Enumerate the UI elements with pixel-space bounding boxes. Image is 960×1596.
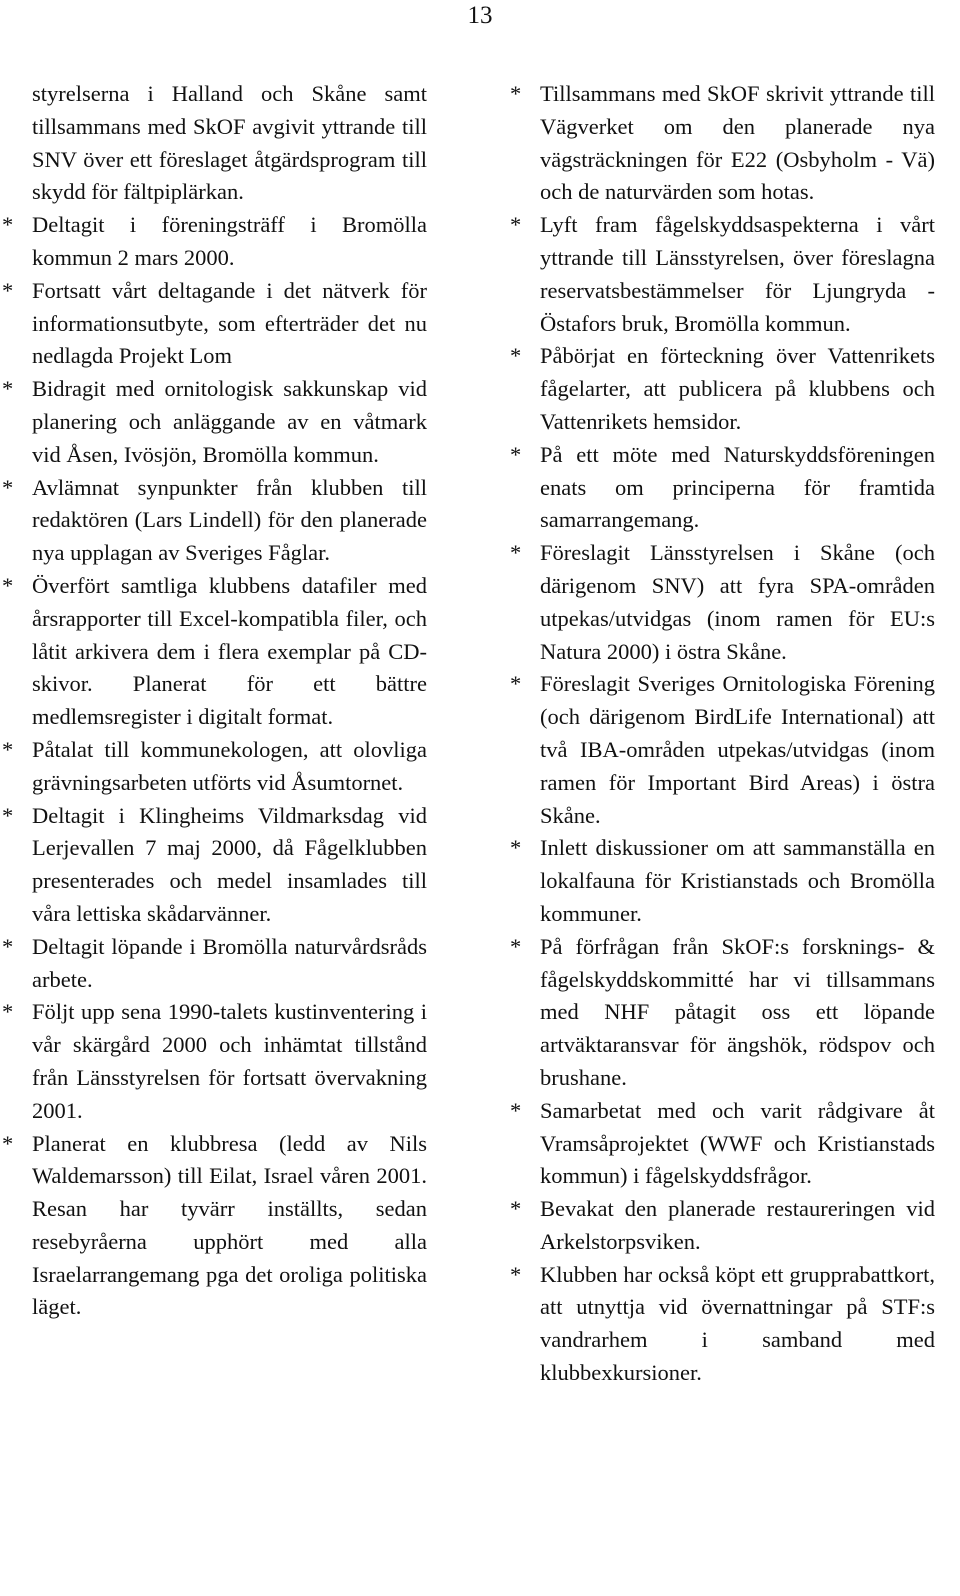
list-item	[510, 832, 935, 930]
bullet-asterisk: *	[510, 212, 522, 238]
list-item-text: Inlett diskussioner om att sammanställa en lokalfauna för Kristianstads och Bromölla kommuner.	[540, 835, 935, 926]
bullet-asterisk: *	[510, 671, 522, 697]
list-item-text: Föreslagit Sveriges Ornitologiska Förening (och därigenom BirdLife International) att två IBA-områden utpekas/utvidgas (inom ramen för Important Bird Areas) i östra Skåne.	[540, 671, 935, 828]
bullet-asterisk: *	[2, 212, 14, 238]
list-item	[510, 340, 935, 438]
list-item-text: Lyft fram fågelskyddsaspekterna i vårt yttrande till Länsstyrelsen, över föreslagna reservatsbestämmelser för Ljungryda - Östafors bruk, Bromölla kommun.	[540, 212, 935, 336]
list-item-text: Följt upp sena 1990-talets kustinventering i vår skärgård 2000 och inhämtat tillstånd från Länsstyrelsen för fortsatt övervakning 2001.	[32, 999, 427, 1123]
continuation-text: styrelserna i Halland och Skåne samt tillsammans med SkOF avgivit yttrande till SNV över ett föreslaget åtgärdsprogram till skydd för fältpiplärkan.	[32, 81, 427, 205]
right-column	[510, 78, 935, 1390]
list-item-text: Deltagit i Klingheims Vildmarksdag vid Lerjevallen 7 maj 2000, då Fågelklubben presenterades och medel insamlades till våra lettiska skådarvänner.	[32, 802, 427, 926]
list-item-text: Fortsatt vårt deltagande i det nätverk för informationsutbyte, som efterträder det nu nedlagda Projekt Lom	[32, 277, 427, 369]
list-item	[510, 931, 935, 1095]
list-item	[2, 1128, 427, 1325]
list-item-text: Planerat en klubbresa (ledd av Nils Waldemarsson) till Eilat, Israel våren 2001. Resan har tyvärr inställts, sedan resebyråerna upphört med alla Israelarrangemang pga det oroliga politiska läget.	[32, 1130, 427, 1320]
list-item	[2, 472, 427, 570]
bullet-asterisk: *	[2, 277, 14, 303]
list-item-text: Samarbetat med och varit rådgivare åt Vramsåprojektet (WWF och Kristianstads kommun) i fågelskyddsfrågor.	[540, 1097, 935, 1189]
list-item-text: Överfört samtliga klubbens datafiler med årsrapporter till Excel-kompatibla filer, och låtit arkivera dem i flera exemplar på CD-skivor. Planerat för ett bättre medlemsregister i digitalt format.	[32, 572, 427, 730]
bullet-asterisk: *	[510, 441, 522, 467]
bullet-asterisk: *	[2, 474, 14, 500]
list-item	[2, 931, 427, 997]
bullet-asterisk: *	[510, 933, 522, 959]
list-item-text: Avlämnat synpunkter från klubben till redaktören (Lars Lindell) för den planerade nya upplagan av Sveriges Fåglar.	[32, 474, 427, 566]
list-item-text: På förfrågan från SkOF:s forsknings- & fågelskyddskommitté har vi tillsammans med NHF påtagit oss ett löpande artväktaransvar för ängshök, rödspov och brushane.	[540, 933, 935, 1090]
list-item	[510, 1193, 935, 1259]
list-item-text: Tillsammans med SkOF skrivit yttrande till Vägverket om den planerade nya vägsträckningen för E22 (Osbyholm - Vä) och de naturvärden som hotas.	[540, 81, 935, 205]
list-item-text: Föreslagit Länsstyrelsen i Skåne (och därigenom SNV) att fyra SPA-områden utpekas/utvidgas (inom ramen för EU:s Natura 2000) i östra Skåne.	[540, 540, 935, 664]
list-item-text: Bevakat den planerade restaureringen vid Arkelstorpsviken.	[540, 1196, 935, 1254]
list-item-text: På ett möte med Naturskyddsföreningen enats om principerna för framtida samarrangemang.	[540, 441, 935, 533]
list-item-text: Deltagit löpande i Bromölla naturvårdsråds arbete.	[32, 933, 427, 992]
bullet-asterisk: *	[510, 540, 522, 566]
bullet-asterisk: *	[510, 1261, 522, 1287]
list-item	[510, 78, 935, 209]
bullet-asterisk: *	[510, 1097, 522, 1123]
list-item-text: Påbörjat en förteckning över Vattenrikets fågelarter, att publicera på klubbens och Vattenrikets hemsidor.	[540, 343, 935, 434]
list-item	[2, 570, 427, 734]
bullet-asterisk: *	[510, 1196, 522, 1222]
bullet-asterisk: *	[2, 572, 14, 598]
list-item	[510, 668, 935, 832]
list-item	[510, 537, 935, 668]
list-item	[2, 996, 427, 1127]
list-item	[2, 275, 427, 373]
page-number: 13	[467, 2, 493, 29]
bullet-asterisk: *	[2, 999, 14, 1025]
bullet-asterisk: *	[2, 1130, 14, 1156]
list-item	[510, 209, 935, 340]
list-item-text: Deltagit i föreningsträff i Bromölla kommun 2 mars 2000.	[32, 212, 427, 270]
bullet-asterisk: *	[510, 835, 522, 861]
list-item-text: Påtalat till kommunekologen, att olovliga grävningsarbeten utförts vid Åsumtornet.	[32, 736, 427, 795]
left-column	[2, 78, 427, 1324]
bullet-asterisk: *	[510, 81, 522, 106]
bullet-asterisk: *	[2, 376, 14, 402]
list-item	[2, 209, 427, 275]
list-item	[510, 1259, 935, 1390]
list-item-text: Bidragit med ornitologisk sakkunskap vid planering och anläggande av en våtmark vid Åsen, Ivösjön, Bromölla kommun.	[32, 376, 427, 467]
bullet-asterisk: *	[2, 933, 14, 959]
bullet-asterisk: *	[510, 343, 522, 369]
list-item	[510, 439, 935, 537]
list-item	[2, 800, 427, 931]
list-item	[2, 373, 427, 471]
list-item	[510, 1095, 935, 1193]
bullet-asterisk: *	[2, 802, 14, 828]
continuation-paragraph	[2, 78, 427, 209]
list-item	[2, 734, 427, 800]
bullet-asterisk: *	[2, 736, 14, 762]
list-item-text: Klubben har också köpt ett grupprabattkort, att utnyttja vid övernattningar på STF:s vandrarhem i samband med klubbexkursioner.	[540, 1261, 935, 1386]
